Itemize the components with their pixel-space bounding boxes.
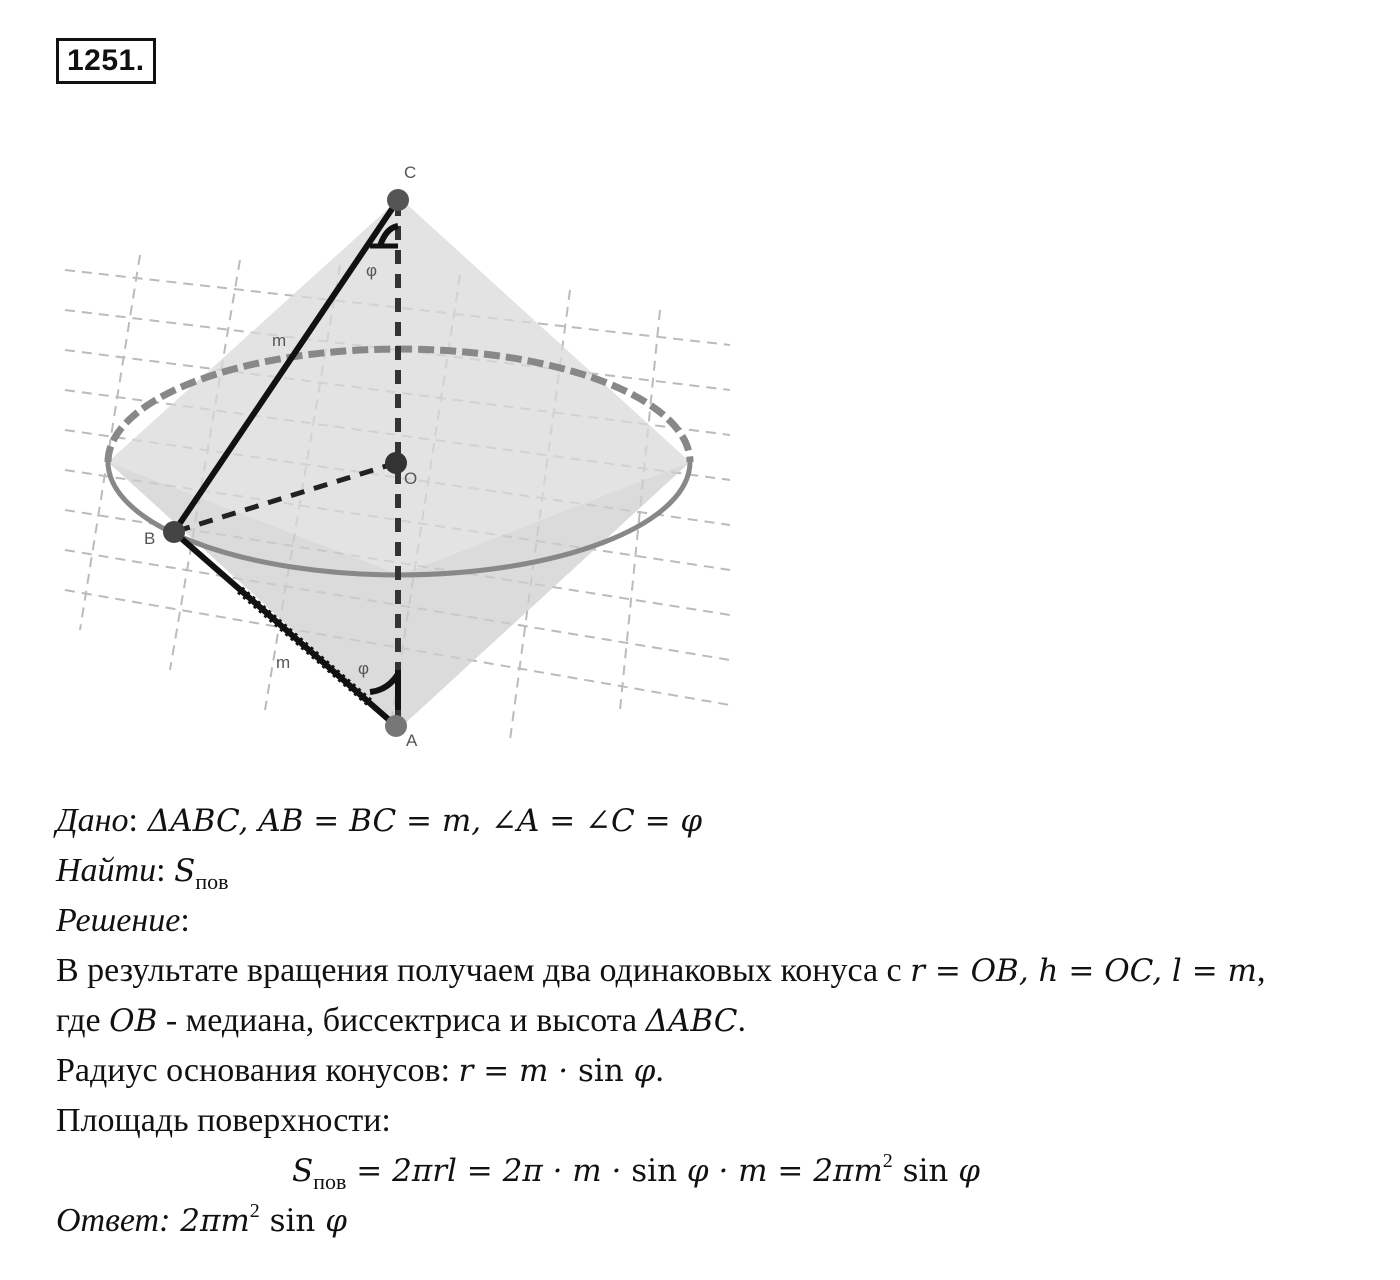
label-c: C <box>404 163 417 182</box>
find-line: Найти: $S_{пов}$ <box>56 852 229 894</box>
label-o: O <box>404 469 418 488</box>
solution-line-4: Площадь поверхности: <box>56 1102 391 1139</box>
solution-line-1: В результате вращения получаем два одинаковых конуса с r = OB, h = OC, l = m, <box>56 952 1266 989</box>
solution-text <box>56 796 1356 1246</box>
label-a: A <box>406 731 418 750</box>
label-m-upper: m <box>272 331 287 350</box>
label-b: B <box>144 529 156 548</box>
given-line: Дано: ΔABC, AB = BC = m, ∠A = ∠C = φ <box>56 802 703 839</box>
point-b <box>163 521 185 543</box>
point-c <box>387 189 409 211</box>
solution-line-2: где OB - медиана, биссектриса и высота ΔABC. <box>56 1002 746 1039</box>
surface-formula: $S_{пов} = 2\pi rl = 2\pi \cdot m \cdot \sin \varphi \cdot m = 2\pi m^2$ sin φ <box>292 1150 980 1194</box>
label-m-lower: m <box>276 653 291 672</box>
problem-number: 1251. <box>56 38 156 84</box>
answer-line: Ответ: $2\pi m^2$ sin φ <box>56 1200 347 1239</box>
label-phi-lower: φ <box>358 659 370 678</box>
label-phi-upper: φ <box>366 261 378 280</box>
solution-label-line: Решение: <box>56 902 190 939</box>
solution-line-3: Радиус основания конусов: r = m · sin φ. <box>56 1052 664 1089</box>
cone-figure <box>40 150 760 770</box>
point-a <box>385 715 407 737</box>
